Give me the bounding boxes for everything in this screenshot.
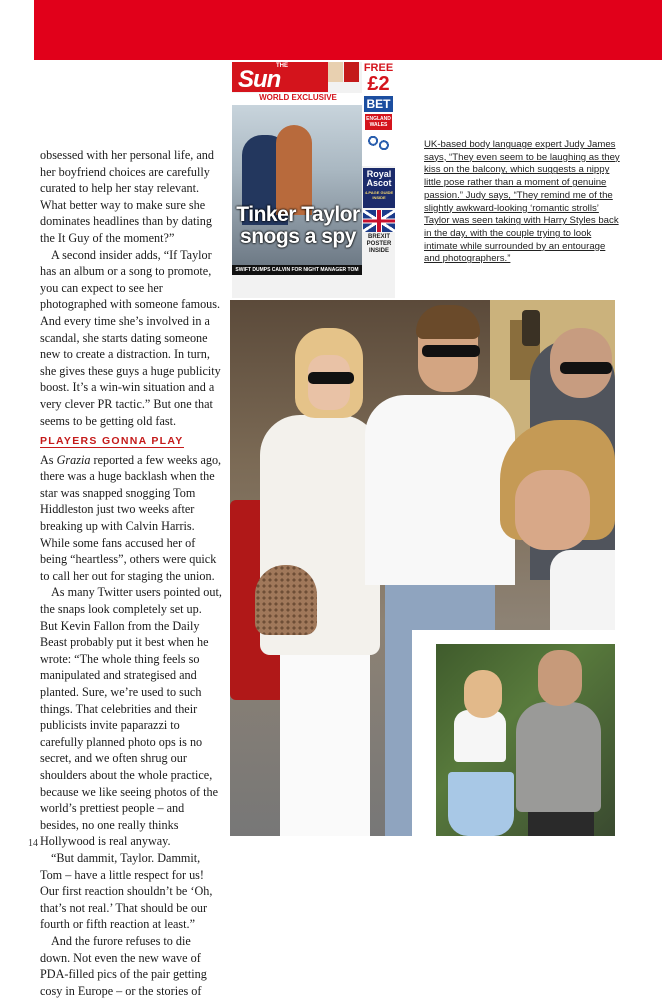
brexit-poster: BREXIT POSTER INSIDE (366, 234, 392, 254)
union-flag-icon (363, 210, 395, 232)
article-paragraph-4: As many Twitter users pointed out, the snaps look completely set up. But Kevin Fallon from the Daily Beast probably put it best when he wrote: “The whole thing feels so manipulated and strategised and planted. Sure, we’re used to such things. That celebrities and their publicists invite paparazzi to carefully planned photo ops is no secret, and we often shrug our shoulders about the whole practice, because we like seeing photos of the world’s prettiest people – and besides, no one really thinks Hollywood is real anyway. (40, 585, 222, 849)
free-bet-promo (362, 62, 395, 166)
inset-man-head (538, 650, 582, 706)
p3-pre: As (40, 452, 57, 467)
blonde-woman-face (515, 470, 590, 550)
promo-wales: ENGLAND WALES (366, 116, 391, 128)
promo-amount: £2 (367, 73, 390, 95)
cover-headline-line1: Tinker Taylor (236, 203, 360, 226)
inset-woman-skirt (448, 772, 514, 836)
cover-headline-line2: snogs a spy (240, 225, 356, 248)
cover-strapline: SWIFT DUMPS CALVIN FOR NIGHT MANAGER TOM (232, 265, 362, 275)
subheading (40, 433, 222, 450)
world-exclusive-label: WORLD EXCLUSIVE (232, 93, 364, 105)
sun-logo: Sun (238, 66, 281, 93)
man-hair (416, 305, 480, 339)
inset-photo (436, 644, 615, 836)
ascot-sub: 4-PAGE GUIDE INSIDE (364, 190, 394, 200)
inset-man-sweater (516, 702, 601, 812)
studded-bag (255, 565, 317, 635)
inset-photo-frame (412, 630, 615, 836)
royal-ascot-promo (363, 168, 395, 208)
ascot-title: Royal Ascot (366, 169, 392, 188)
cover-headline (234, 204, 362, 248)
promo-bet: BET (364, 96, 393, 112)
article-paragraph-2: A second insider adds, “If Taylor has an album or a song to promote, you can expect to see her photographed with someone famous. And every time she’s involved in a scandal, she starts dating someone new to create a distraction. In turn, she gives these guys a huge publicity boost. It’s a win-win situation and a very clever PR tactic.” But one that seems to be getting old fast. (40, 247, 221, 428)
bodyguard-sunglasses (560, 362, 612, 374)
cover-thumb-1 (328, 62, 343, 82)
p3-post: reported a few weeks ago, there was a huge backlash when the star was snapped snogging Tom Hiddleston just two weeks after breaking up with Calvin Harris. While some fans accused her of being “heartless”, others were quick to call her out for staging the union. (40, 452, 222, 583)
woman-sunglasses (308, 372, 354, 384)
man-sunglasses (422, 345, 480, 357)
page-number: 14 (28, 838, 38, 849)
promo-free: FREE (363, 62, 394, 74)
article-paragraph-6: And the furore refuses to die down. Not even the new wave of PDA-filled pics of the pair getting cosy in Europe – or the stories of (40, 933, 207, 998)
article-paragraph-3 (40, 452, 222, 585)
football-icons (365, 132, 392, 154)
inset-woman-head (464, 670, 502, 718)
subheading-text: PLAYERS GONNA PLAY (40, 435, 184, 448)
header-red-banner (34, 0, 662, 60)
masthead-the: THE (276, 63, 288, 69)
cover-figure-woman (276, 125, 312, 215)
grazia-italic: Grazia (56, 452, 91, 467)
street-lamp (522, 310, 540, 346)
article-column (40, 147, 222, 999)
article-paragraph-5: “But dammit, Taylor. Dammit, Tom – have a little respect for us! Our first reaction shouldn’t be ‘Oh, that’s not real.’ That should be our fourth or fifth reaction at least.” (40, 850, 213, 932)
photo-caption: UK-based body language expert Judy James says, “They even seem to be laughing as they kiss on the balcony, which suggests a nippy little pose rather than a moment of genuine passion.” Judy says, “They remind me of the slightly awkward-looking ‘romantic strolls’ Taylor was seen taking with Harry Styles back in the day, with the couple trying to look intimate while surrounded by an entourage and photographers.” (424, 139, 620, 265)
man-white-shirt (365, 395, 515, 585)
woman-white-jeans (280, 630, 370, 836)
blonde-woman-top (550, 550, 615, 640)
cover-thumb-2 (344, 62, 359, 82)
newspaper-cover (232, 62, 395, 298)
article-paragraph-1: obsessed with her personal life, and her boyfriend choices are carefully curated to help her stay relevant. What better way to make sure she dominates headlines than by dating the It Guy of the moment?” (40, 148, 214, 245)
sun-masthead (232, 62, 328, 92)
